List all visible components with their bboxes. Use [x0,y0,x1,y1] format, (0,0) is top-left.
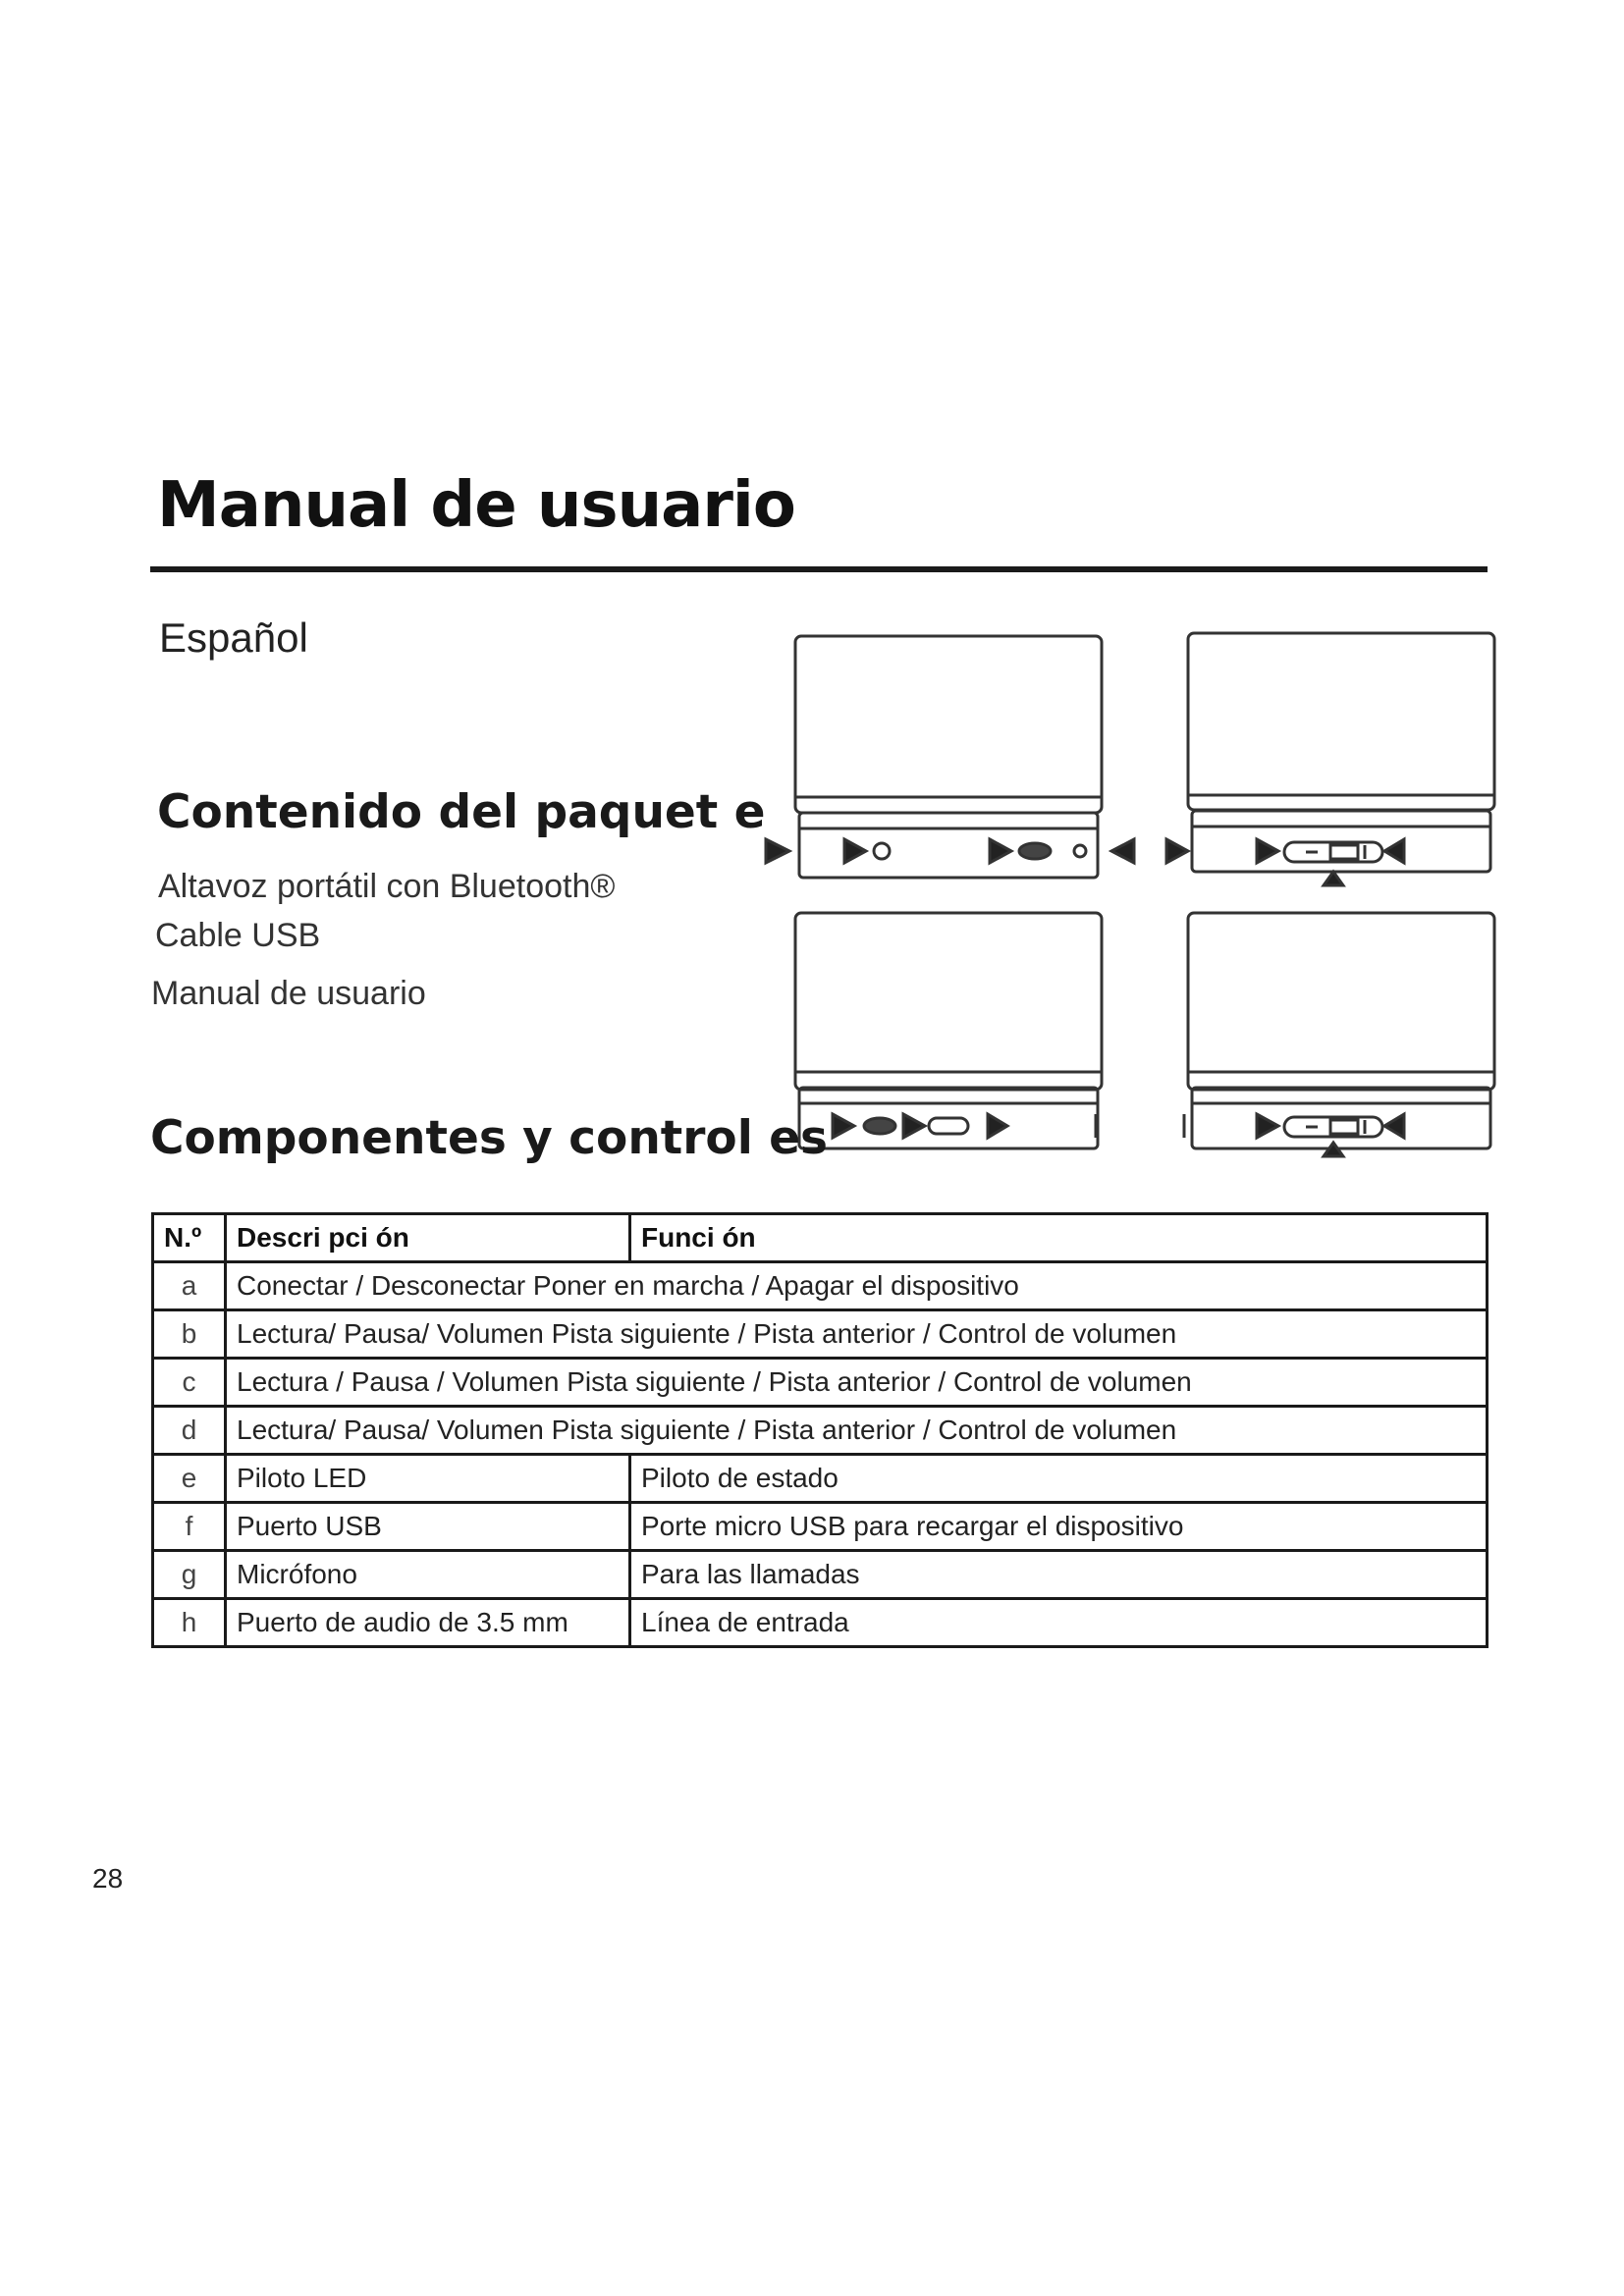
table-row [153,1503,1488,1551]
speaker-illustration [795,913,1102,1148]
cell-function: Porte micro USB para recargar el dispositivo [630,1503,1488,1551]
cell-description: Lectura/ Pausa/ Volumen Pista siguiente / Pista anterior / Control de volumen [226,1407,1488,1455]
column-header-function: Funci ón [630,1214,1488,1262]
cell-number: a [153,1262,226,1310]
package-contents-heading: Contenido del paquet e [157,785,766,839]
table-header-row [153,1214,1488,1262]
page-title: Manual de usuario [157,469,795,542]
cell-number: b [153,1310,226,1359]
cell-function: Línea de entrada [630,1599,1488,1647]
speaker-illustration [766,636,1134,878]
cell-description: Lectura / Pausa / Volumen Pista siguiente / Pista anterior / Control de volumen [226,1359,1488,1407]
table-row [153,1310,1488,1359]
cell-number: h [153,1599,226,1647]
cell-description: Micrófono [226,1551,630,1599]
cell-number: c [153,1359,226,1407]
table-row [153,1359,1488,1407]
table-row [153,1262,1488,1310]
cell-number: d [153,1407,226,1455]
package-item-speaker: Altavoz portátil con Bluetooth® [158,868,616,905]
column-header-number: N.º [153,1214,226,1262]
cell-number: g [153,1551,226,1599]
package-item-manual: Manual de usuario [151,975,426,1012]
table-row [153,1599,1488,1647]
components-table [151,1212,1489,1648]
cell-description: Lectura/ Pausa/ Volumen Pista siguiente / Pista anterior / Control de volumen [226,1310,1488,1359]
column-header-description: Descri pci ón [226,1214,630,1262]
components-controls-heading: Componentes y control es [150,1111,829,1165]
cell-description: Piloto LED [226,1455,630,1503]
speaker-illustration [1166,633,1494,885]
cell-description: Puerto de audio de 3.5 mm [226,1599,630,1647]
cell-number: e [153,1455,226,1503]
cell-description: Puerto USB [226,1503,630,1551]
table-row [153,1551,1488,1599]
speaker-diagram-figure [756,618,1502,1188]
cell-number: f [153,1503,226,1551]
table-row [153,1407,1488,1455]
table-row [153,1455,1488,1503]
title-divider [150,566,1488,572]
cell-function: Para las llamadas [630,1551,1488,1599]
page-number: 28 [92,1863,124,1894]
speaker-illustration [1184,913,1494,1156]
package-item-cable: Cable USB [155,917,321,954]
cell-function: Piloto de estado [630,1455,1488,1503]
language-label: Español [159,614,308,661]
cell-description: Conectar / Desconectar Poner en marcha / Apagar el dispositivo [226,1262,1488,1310]
